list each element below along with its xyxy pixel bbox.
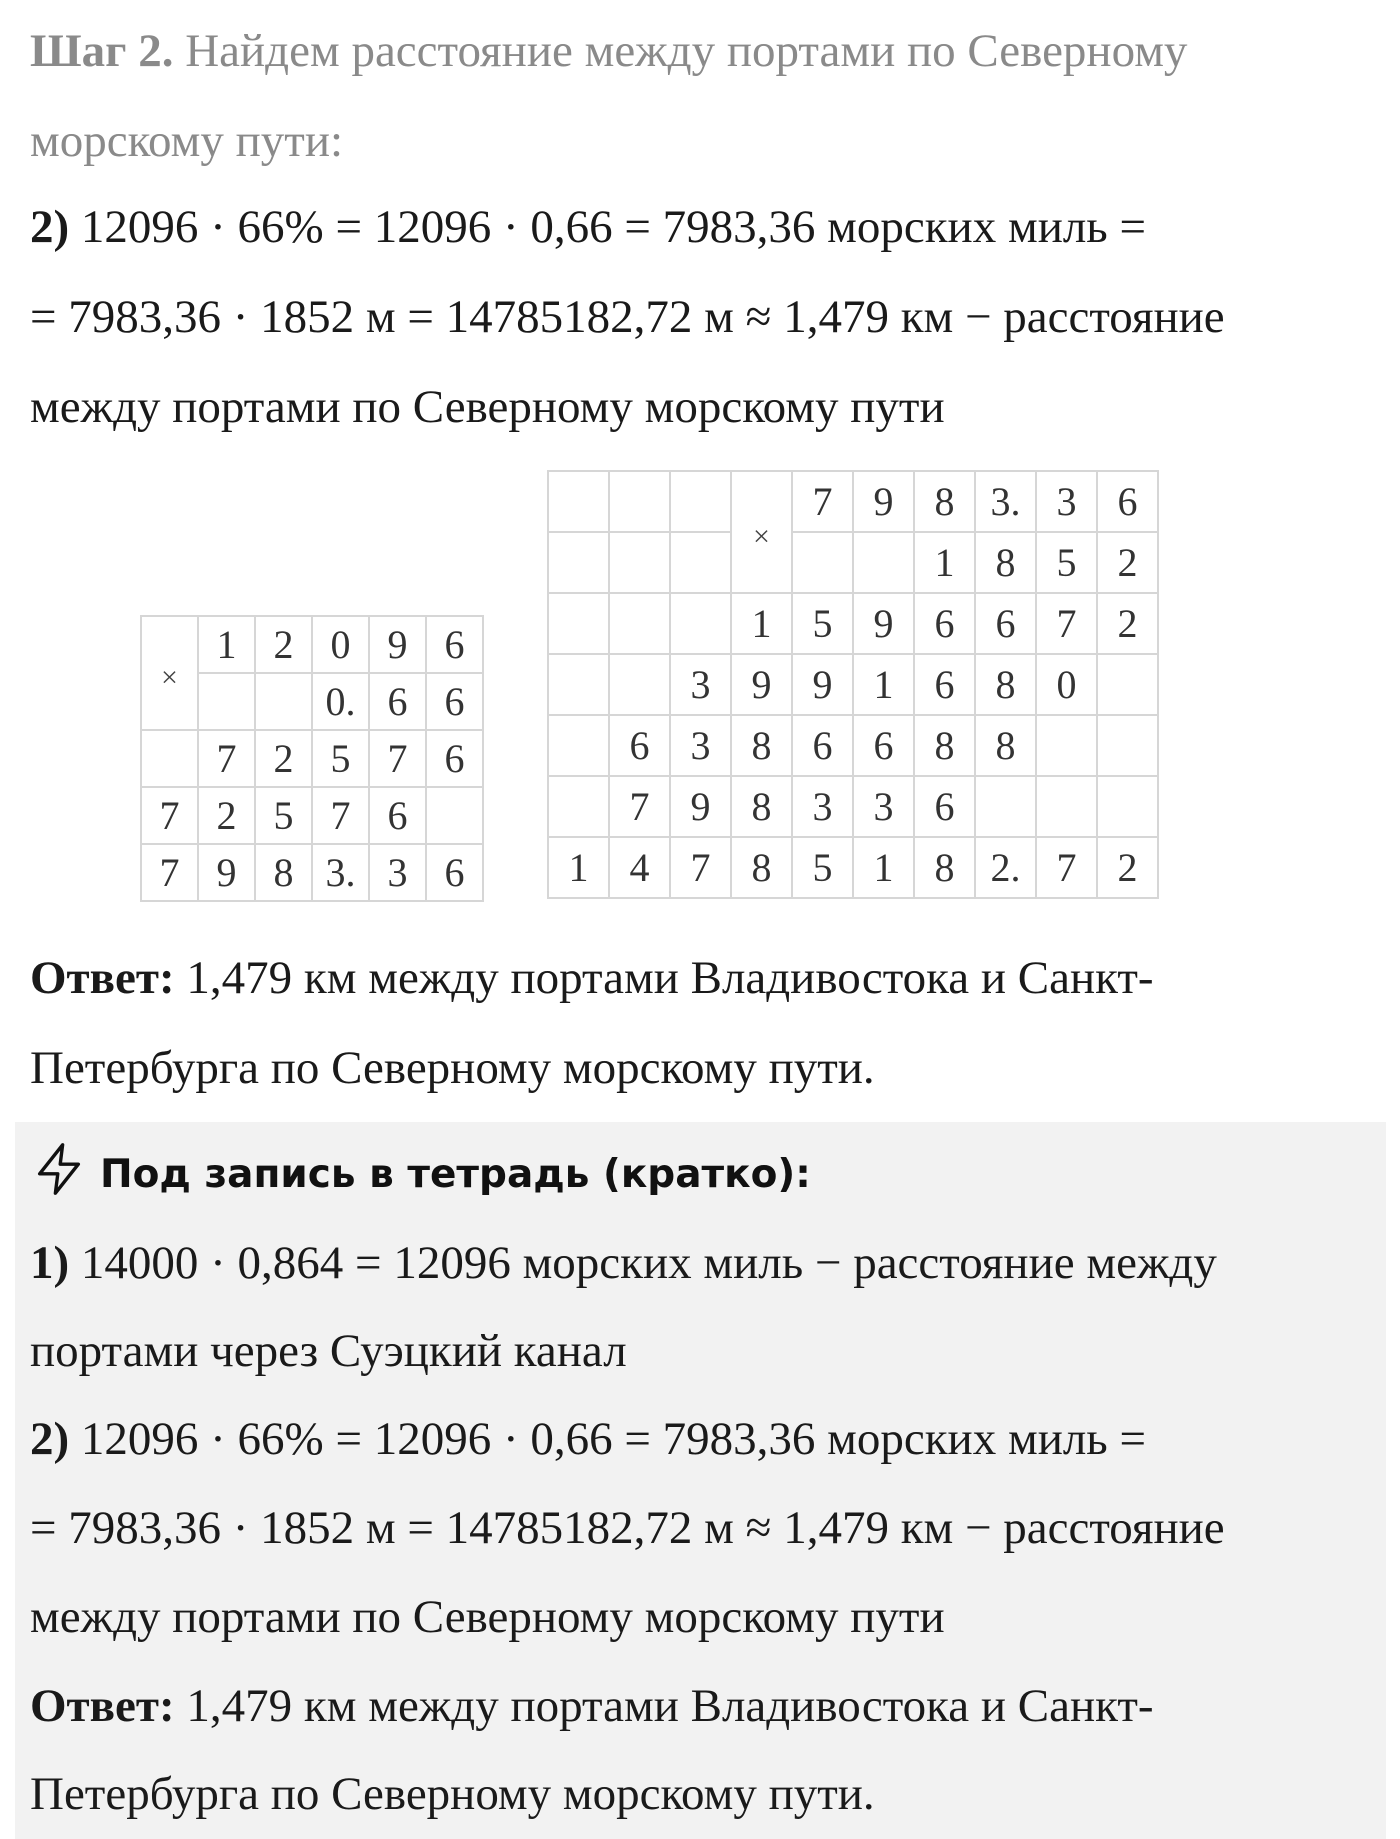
grid-cell: 2 [1097,837,1158,898]
notebook-heading-text: Под запись в тетрадь (кратко): [100,1151,811,1197]
grid-cell: 9 [853,593,914,654]
grid-cell: 1 [914,532,975,593]
grid-cell: 3. [975,471,1036,532]
grid-cell: 7 [609,776,670,837]
grid-cell: 7 [141,787,198,844]
grid-row [141,844,483,901]
grid-cell: 5 [792,837,853,898]
multiplication-grid-7983 [547,470,1159,899]
grid-cell: 1 [198,616,255,673]
grid-cell: 3 [670,715,731,776]
grid-cell [426,787,483,844]
grid-cell [548,715,609,776]
grid-row [548,532,1158,593]
grid-row [141,616,483,673]
grid-cell [670,532,731,593]
grid-cell: 0 [312,616,369,673]
grid-cell: 1 [548,837,609,898]
answer-line-2: Петербурга по Северному морскому пути. [30,1042,875,1094]
note-answer-text: 1,479 км между портами Владивостока и Санкт- [174,1680,1154,1732]
grid-row [141,730,483,787]
grid-cell [1036,776,1097,837]
grid-cell: 8 [975,654,1036,715]
note-item-1-number: 1) [30,1237,70,1289]
grid-cell [609,471,670,532]
grid-cell: 8 [731,837,792,898]
grid-cell: 6 [1097,471,1158,532]
grid-cell: 1 [853,654,914,715]
grid-cell: 8 [731,776,792,837]
grid-row [548,715,1158,776]
grid-cell [609,532,670,593]
grid-cell: 7 [312,787,369,844]
grid-cell: 8 [731,715,792,776]
grid-cell: 1 [853,837,914,898]
grid-cell: 8 [914,715,975,776]
grid-cell: 7 [141,844,198,901]
grid-cell: 9 [670,776,731,837]
multiply-sign: × [141,616,198,730]
grid-cell: 2 [198,787,255,844]
grid-cell [255,673,312,730]
calc-line-1 [30,201,1147,253]
calc-line-3: между портами по Северному морскому пути [30,381,945,433]
grid-cell: 6 [426,844,483,901]
grid-cell: 2 [1097,593,1158,654]
grid-row [548,654,1158,715]
grid-cell [670,593,731,654]
grid-cell [1097,776,1158,837]
grid-cell: 6 [369,787,426,844]
grid-cell: 8 [914,471,975,532]
grid-cell: 3 [1036,471,1097,532]
grid-cell [1097,715,1158,776]
grid-cell: 6 [426,673,483,730]
grid-cell: 6 [975,593,1036,654]
note-answer-line-1 [30,1680,1154,1732]
note-answer-label: Ответ: [30,1680,175,1732]
answer-line-1 [30,952,1154,1004]
grid-cell: 2. [975,837,1036,898]
grid-cell: 4 [609,837,670,898]
grid-cell: 6 [853,715,914,776]
grid-cell: 9 [792,654,853,715]
grid-cell: 9 [731,654,792,715]
grid-cell: 7 [1036,837,1097,898]
grid-cell: 0. [312,673,369,730]
grid-cell: 3 [792,776,853,837]
grid-cell [1036,715,1097,776]
grid-cell [670,471,731,532]
step-label: Шаг 2. [30,25,174,77]
grid-cell: 7 [198,730,255,787]
grid-cell: 9 [369,616,426,673]
grid-cell: 9 [853,471,914,532]
multiplication-grid-12096 [140,615,484,902]
grid-cell: 9 [198,844,255,901]
step-heading [30,25,1188,77]
step-text-continued: морскому пути: [30,115,344,167]
grid-cell: 2 [1097,532,1158,593]
lightning-icon [30,1140,88,1208]
grid-cell: 3 [670,654,731,715]
note-item-2-line-2: = 7983,36 · 1852 м = 14785182,72 м ≈ 1,479 км − расстояние [30,1502,1225,1554]
answer-text: 1,479 км между портами Владивостока и Санкт- [174,952,1154,1004]
calc-text: 12096 · 66% = 12096 · 0,66 = 7983,36 морских миль = [69,201,1147,253]
note-answer-line-2: Петербурга по Северному морскому пути. [30,1768,875,1820]
grid-cell [548,776,609,837]
grid-cell [198,673,255,730]
grid-cell: 3 [853,776,914,837]
grid-cell [141,730,198,787]
grid-cell: 5 [255,787,312,844]
note-item-2-text: 12096 · 66% = 12096 · 0,66 = 7983,36 морских миль = [69,1413,1147,1465]
grid-cell: 8 [975,715,1036,776]
grid-cell [792,532,853,593]
grid-cell: 2 [255,616,312,673]
grid-cell [1097,654,1158,715]
grid-cell: 8 [975,532,1036,593]
grid-cell: 6 [609,715,670,776]
grid-cell [548,471,609,532]
grid-cell [548,654,609,715]
grid-row [548,593,1158,654]
grid-cell: 6 [369,673,426,730]
calc-line-2: = 7983,36 · 1852 м = 14785182,72 м ≈ 1,479 км − расстояние [30,291,1225,343]
calc-number: 2) [30,201,70,253]
grid-cell: 8 [914,837,975,898]
grid-cell: 3 [369,844,426,901]
grid-cell [609,654,670,715]
answer-label: Ответ: [30,952,175,1004]
grid-cell: 6 [426,730,483,787]
grid-cell: 7 [792,471,853,532]
grid-cell: 7 [369,730,426,787]
grid-cell [975,776,1036,837]
note-item-1-text: 14000 · 0,864 = 12096 морских миль − расстояние между [69,1237,1217,1289]
grid-cell: 6 [914,654,975,715]
grid-cell: 6 [792,715,853,776]
grid-row [548,837,1158,898]
grid-cell: 8 [255,844,312,901]
multiply-sign: × [731,471,792,593]
grid-cell: 7 [1036,593,1097,654]
grid-cell: 5 [792,593,853,654]
grid-cell [548,532,609,593]
grid-cell: 5 [1036,532,1097,593]
grid-cell [853,532,914,593]
note-item-2-line-3: между портами по Северному морскому пути [30,1591,945,1643]
grid-cell: 1 [731,593,792,654]
grid-cell: 7 [670,837,731,898]
notebook-heading [30,1140,811,1208]
grid-cell: 6 [914,593,975,654]
grid-cell: 5 [312,730,369,787]
note-item-2-number: 2) [30,1413,70,1465]
grid-row [548,471,1158,532]
grid-row [548,776,1158,837]
grid-cell [609,593,670,654]
note-item-1-line-1 [30,1237,1217,1289]
grid-cell [548,593,609,654]
grid-cell: 6 [426,616,483,673]
step-text: Найдем расстояние между портами по Северному [173,25,1188,77]
grid-cell: 0 [1036,654,1097,715]
note-item-1-line-2: портами через Суэцкий канал [30,1325,627,1377]
grid-cell: 3. [312,844,369,901]
note-item-2-line-1 [30,1413,1147,1465]
grid-row [141,787,483,844]
grid-cell: 6 [914,776,975,837]
grid-cell: 2 [255,730,312,787]
